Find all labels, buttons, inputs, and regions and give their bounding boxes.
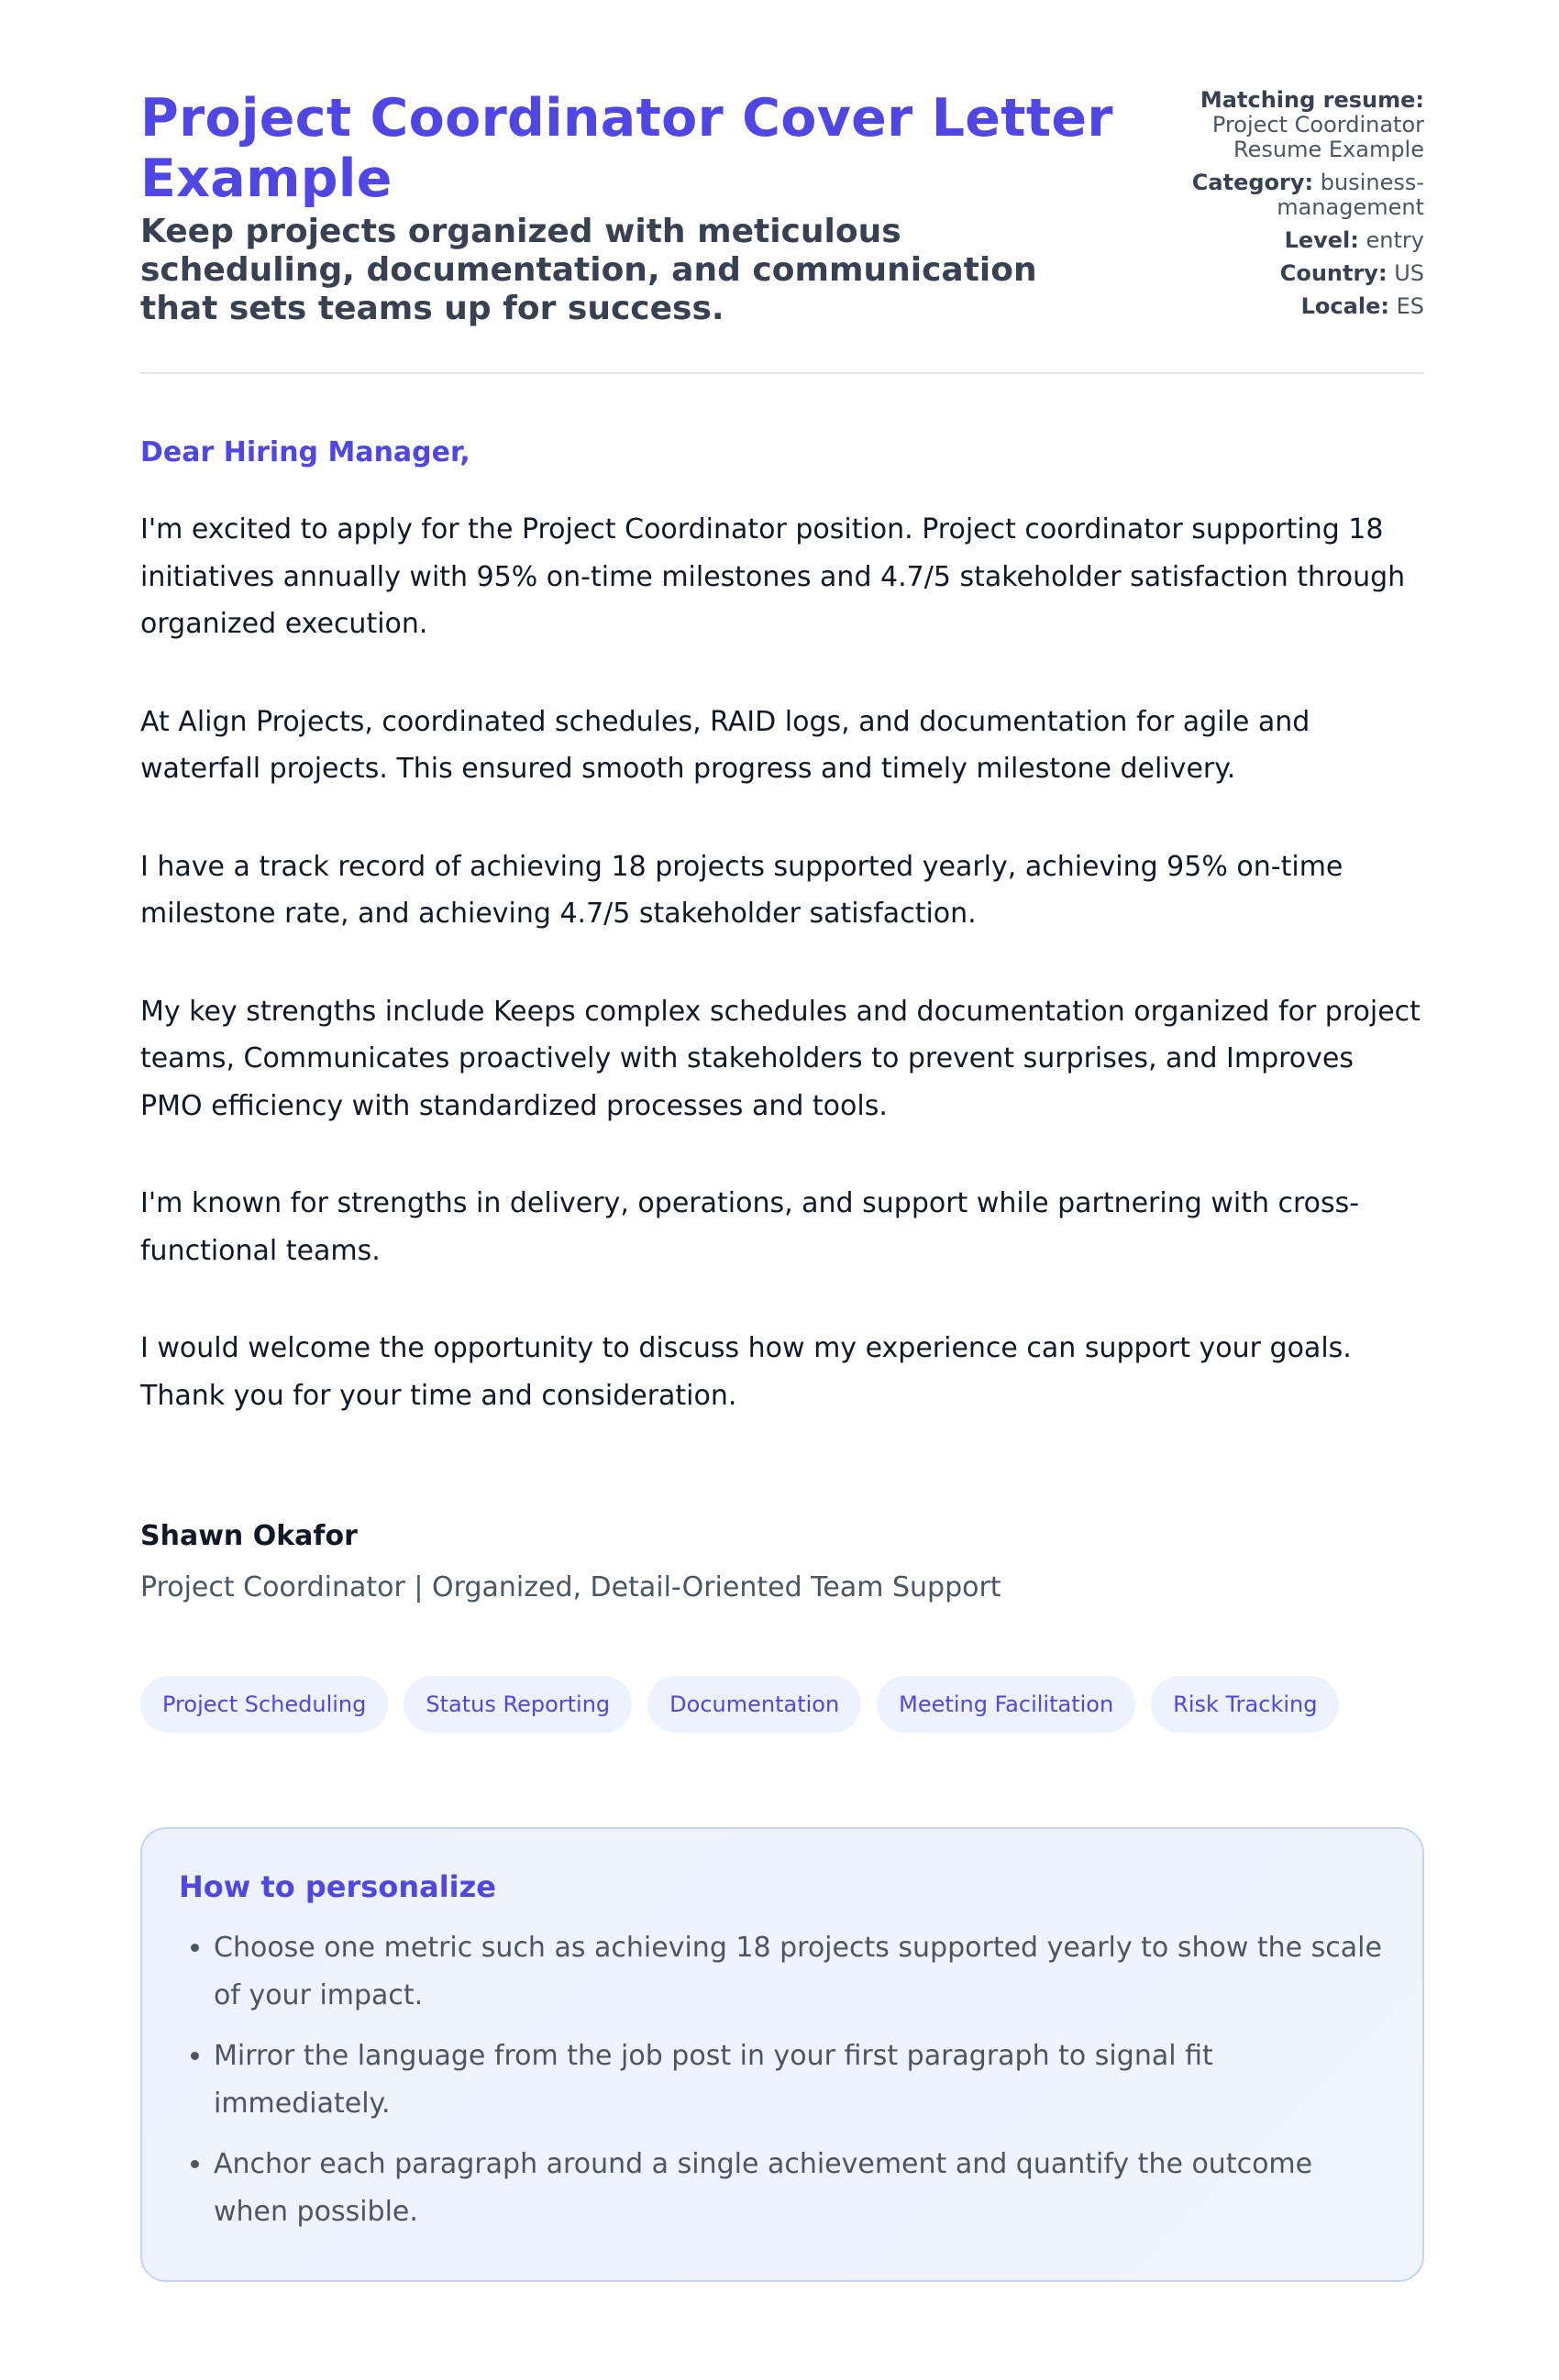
meta-category [1167,171,1424,220]
letter-body [140,506,1424,1419]
meta-label: Matching resume: [1200,87,1424,113]
signature-title: Project Coordinator | Organized, Detail-Oriented Team Support [140,1571,1001,1603]
meta-level [1167,228,1424,253]
skill-tag: Project Scheduling [140,1676,388,1733]
meta-label: Category: [1191,170,1314,195]
meta-panel [1167,88,1424,327]
meta-label: Level: [1284,227,1359,253]
letter-paragraph: I would welcome the opportunity to discuss how my experience can support your goals. Thank you for your time and consideration. [140,1332,1352,1412]
meta-value: business-management [1277,170,1424,220]
meta-country [1167,261,1424,286]
tip-item: • Anchor each paragraph around a single achievement and quantify the outcome when possible. [214,2141,1386,2235]
signature-name: Shawn Okafor [140,1520,358,1552]
meta-locale [1167,294,1424,319]
page-title: Project Coordinator Cover Letter Example [140,88,1113,209]
skill-tag: Risk Tracking [1151,1676,1339,1733]
tips-list [179,1924,1386,2235]
meta-value: entry [1366,227,1424,253]
title-block [140,88,1131,328]
personalize-tips-card [140,1827,1424,2282]
skill-tag: Documentation [647,1676,861,1733]
meta-value: US [1394,260,1424,286]
meta-label: Locale: [1300,293,1389,319]
tip-item: • Choose one metric such as achieving 18 projects supported yearly to show the scale of your impact. [214,1924,1386,2019]
page-header [140,88,1424,328]
header-divider [140,372,1424,374]
tips-title: How to personalize [179,1869,496,1904]
skill-tag: Meeting Facilitation [877,1676,1135,1733]
letter-greeting: Dear Hiring Manager, [140,436,470,468]
meta-matching-resume [1167,88,1424,162]
letter-paragraph: At Align Projects, coordinated schedules, RAID logs, and documentation for agile and waterfall projects. This ensured smooth progress and timely milestone delivery. [140,705,1310,785]
letter-paragraph: I'm excited to apply for the Project Coordinator position. Project coordinator supporting 18 initiatives annually with 95% on-time milestones and 4.7/5 stakeholder satisfaction through organized execution. [140,513,1406,640]
cover-letter-page [140,88,1424,2282]
meta-value: ES [1396,293,1424,319]
skill-tags [140,1676,1424,1733]
tip-item: • Mirror the language from the job post in your first paragraph to signal fit immediately. [214,2033,1386,2127]
matching-resume-link[interactable]: Project Coordinator Resume Example [1211,112,1424,162]
letter-paragraph: My key strengths include Keeps complex schedules and documentation organized for project teams, Communicates proactively with stakeholders to prevent surprises, and Improves PMO efficiency with standardized processes and tools. [140,995,1421,1122]
meta-label: Country: [1279,260,1388,286]
letter-paragraph: I have a track record of achieving 18 projects supported yearly, achieving 95% on-time milestone rate, and achieving 4.7/5 stakeholder satisfaction. [140,850,1343,930]
skill-tag: Status Reporting [404,1676,632,1733]
page-subtitle: Keep projects organized with meticulous scheduling, documentation, and communication that sets teams up for success. [140,213,1037,327]
letter-paragraph: I'm known for strengths in delivery, operations, and support while partnering with cross-functional teams. [140,1187,1360,1267]
